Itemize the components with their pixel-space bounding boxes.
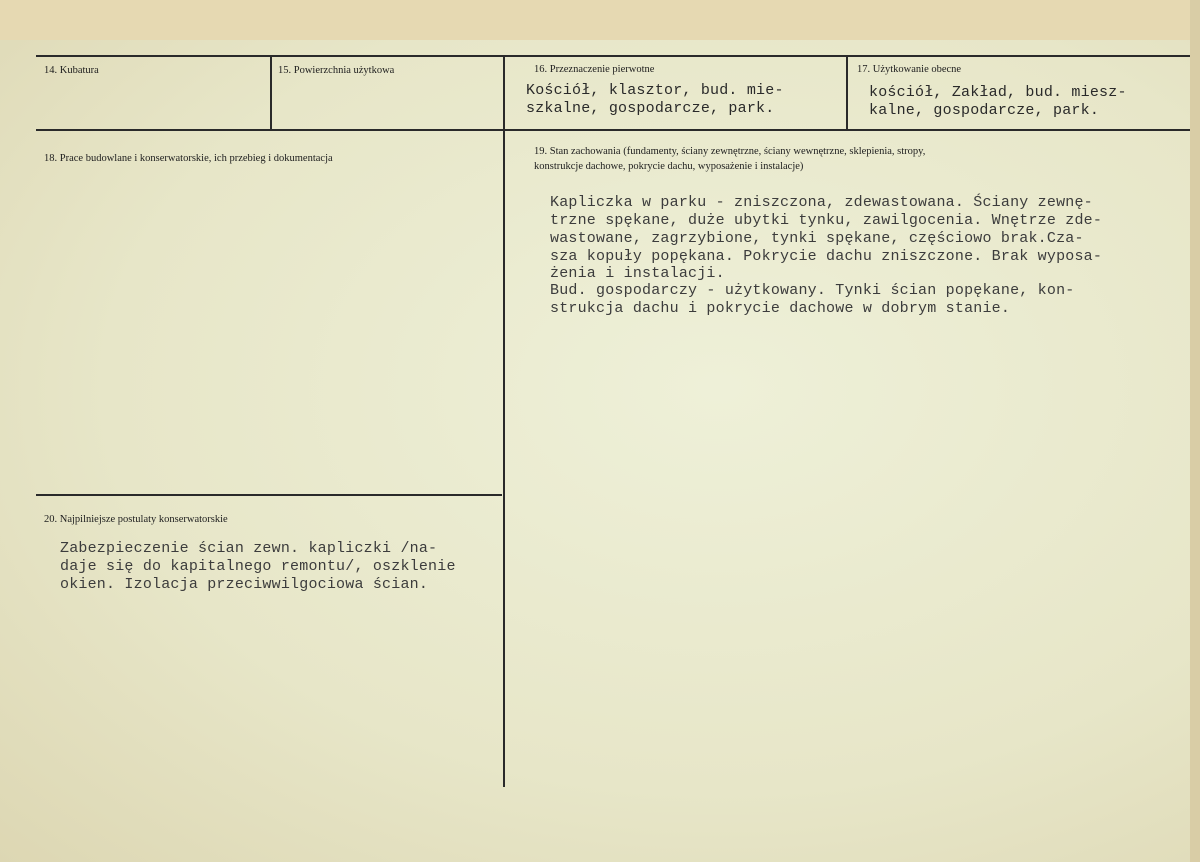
field-17-label: 17. Użytkowanie obecne (857, 64, 962, 75)
field-16-label: 16. Przeznaczenie pierwotne (534, 64, 655, 75)
field-20-value-line-2: daje się do kapitalnego remontu/, oszklenie (60, 558, 456, 575)
field-20-value-line-3: okien. Izolacja przeciwwilgociowa ścian. (60, 576, 429, 593)
field-16-value-line-1: Kościół, klasztor, bud. mie- (526, 82, 784, 99)
page-top-edge (0, 0, 1200, 40)
col-divider-14-15 (270, 55, 272, 131)
col-divider-16-17 (846, 55, 848, 131)
field-19-value-line-5: żenia i instalacji. (550, 265, 725, 282)
field-20-value-line-1: Zabezpieczenie ścian zewn. kapliczki /na- (60, 540, 438, 557)
field-20-label: 20. Najpilniejsze postulaty konserwatorskie (44, 514, 228, 525)
page-right-edge (1190, 0, 1200, 862)
field-19-value-line-4: sza kopuły popękana. Pokrycie dachu zniszczone. Brak wyposa- (550, 248, 1103, 265)
field-19-value-line-3: wastowane, zagrzybione, tynki spękane, częściowo brak.Cza- (550, 230, 1084, 247)
field-17-value-line-2: kalne, gospodarcze, park. (869, 102, 1100, 119)
table-top-border (36, 55, 1190, 57)
field-19-value-line-7: strukcja dachu i pokrycie dachowe w dobrym stanie. (550, 300, 1011, 317)
field-15-label: 15. Powierzchnia użytkowa (278, 65, 395, 76)
col-divider-main (503, 55, 505, 787)
field-19-value-line-2: trzne spękane, duże ubytki tynku, zawilgocenia. Wnętrze zde- (550, 212, 1103, 229)
field-19-value-line-1: Kapliczka w parku - zniszczona, zdewastowana. Ściany zewnę- (550, 194, 1093, 211)
row-divider-1 (36, 129, 1190, 131)
row-divider-2 (36, 494, 502, 496)
field-19-label-line-2: konstrukcje dachowe, pokrycie dachu, wyposażenie i instalacje) (534, 161, 804, 172)
field-19-label-line-1: 19. Stan zachowania (fundamenty, ściany zewnętrzne, ściany wewnętrzne, sklepienia, stropy, (534, 146, 926, 157)
field-14-label: 14. Kubatura (44, 65, 99, 76)
field-19-value-line-6: Bud. gospodarczy - użytkowany. Tynki ścian popękane, kon- (550, 282, 1075, 299)
field-18-label: 18. Prace budowlane i konserwatorskie, ich przebieg i dokumentacja (44, 153, 333, 164)
field-16-value-line-2: szkalne, gospodarcze, park. (526, 100, 775, 117)
field-17-value-line-1: kościół, Zakład, bud. miesz- (869, 84, 1127, 101)
